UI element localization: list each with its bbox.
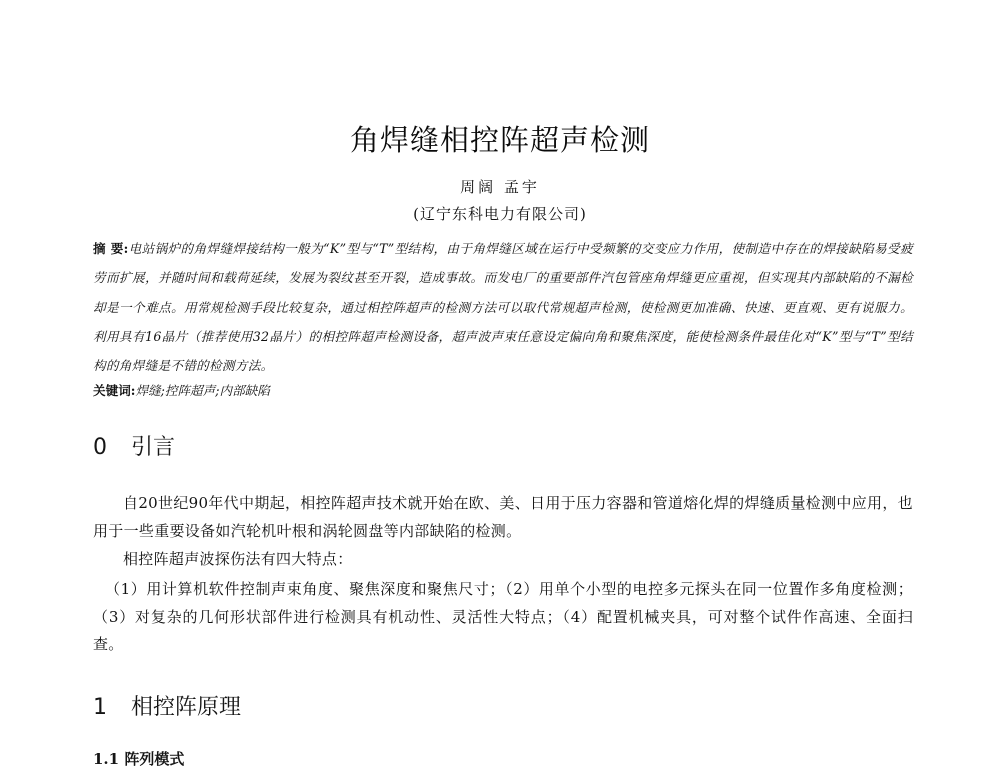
abstract-label: 摘 要: (93, 241, 129, 256)
paper-affiliation: (辽宁东科电力有限公司) (413, 205, 587, 223)
subsection-heading: 1.1 阵列模式 (93, 750, 185, 768)
paragraph: 相控阵超声波探伤法有四大特点： (123, 550, 353, 568)
section-title: 引言 (131, 435, 176, 460)
paragraph: （1）用计算机软件控制声束角度、聚焦深度和聚焦尺寸；（2）用单个小型的电控多元探头在同一位置作多角度检测；（3）对复杂的几何形状部件进行检测具有机动性、灵活性大特点；（4）配置机械夹具，可对整个试件作高速、全面扫查。 (93, 580, 913, 653)
abstract (93, 234, 913, 380)
section-heading-principle (93, 690, 241, 721)
keywords-label: 关键词: (93, 383, 136, 398)
paper-authors: 周阔 孟宇 (460, 178, 540, 196)
section-number: 1 (93, 695, 107, 720)
keywords-text: 焊缝;控阵超声;内部缺陷 (135, 383, 270, 398)
section-heading-introduction (93, 430, 175, 461)
abstract-text: 电站锅炉的角焊缝焊接结构一般为“K”型与“T”型结构，由于角焊缝区域在运行中受频繁的交变应力作用，使制造中存在的焊接缺陷易受疲劳而扩展，并随时间和载荷延续，发展为裂纹甚至开裂，造成事故。而发电厂的重要部件汽包管座角焊缝更应重视，但实现其内部缺陷的不漏检却是一个难点。用常规检测手段比较复杂，通过相控阵超声的检测方法可以取代常规超声检测，使检测更加准确、快速、更直观、更有说服力。利用具有16晶片（推荐使用32晶片）的相控阵超声检测设备，超声波声束任意设定偏向角和聚焦深度，能使检测条件最佳化对“K”型与“T”型结构的角焊缝是不错的检测方法。 (93, 241, 914, 374)
section-number: 0 (93, 435, 107, 460)
section-title: 相控阵原理 (131, 695, 242, 720)
paper-title: 角焊缝相控阵超声检测 (349, 123, 650, 157)
paragraph: 自20世纪90年代中期起，相控阵超声技术就开始在欧、美、日用于压力容器和管道熔化焊的焊缝质量检测中应用，也用于一些重要设备如汽轮机叶根和涡轮圆盘等内部缺陷的检测。 (93, 494, 913, 540)
keywords (93, 380, 913, 402)
